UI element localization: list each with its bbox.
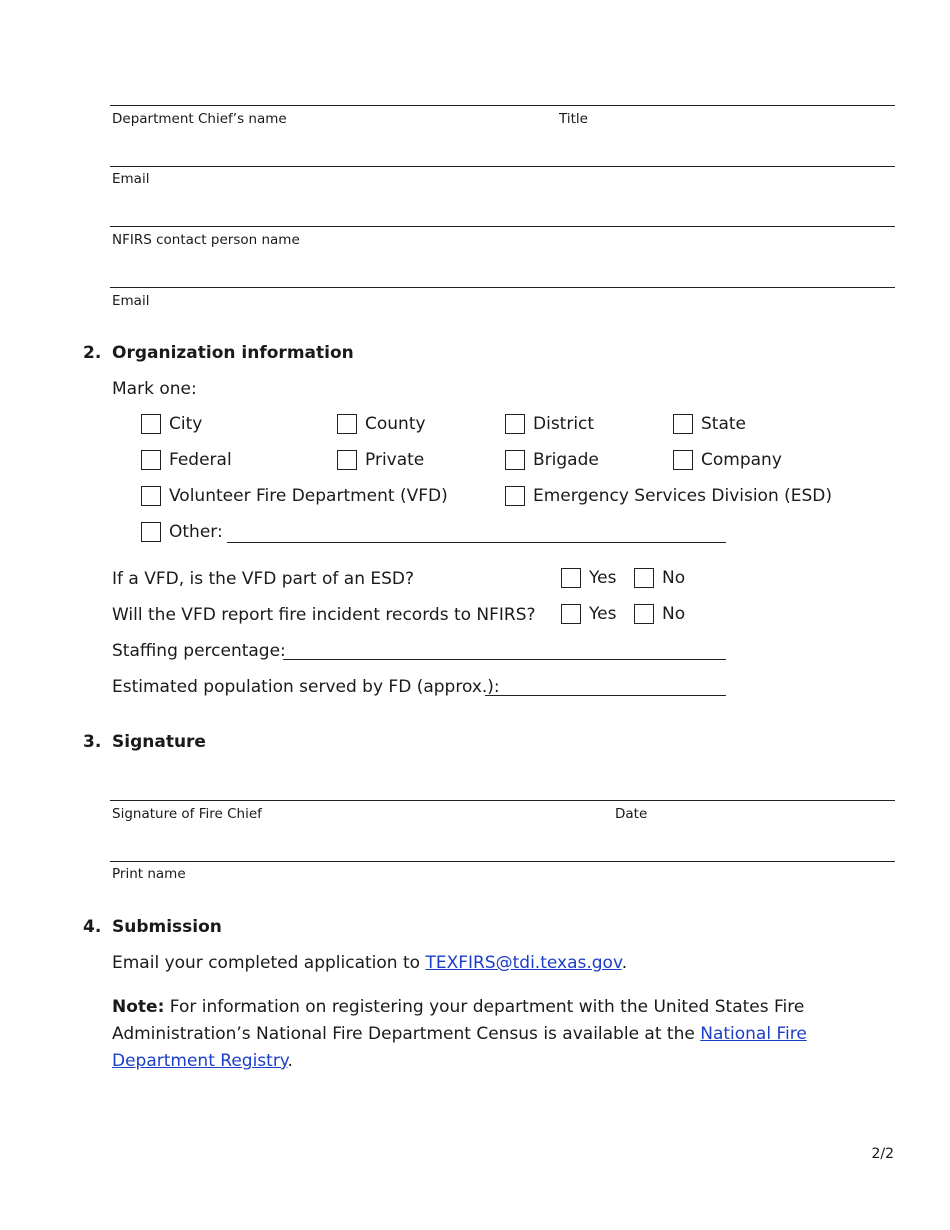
submission-email-prefix: Email your completed application to (112, 953, 426, 973)
option-brigade[interactable] (505, 449, 599, 471)
note-label: Note: (112, 997, 165, 1017)
esd-checkbox[interactable] (505, 486, 525, 506)
option-district[interactable] (505, 413, 594, 435)
vfd-checkbox[interactable] (141, 486, 161, 506)
staffing-label: Staffing percentage: (112, 641, 286, 661)
question-vfd-esd: If a VFD, is the VFD part of an ESD? (112, 569, 415, 589)
signature-label: Signature of Fire Chief (112, 806, 262, 822)
note-text: For information on registering your department with the United States Fire Administration’s National Fire Department Census is available at the (112, 997, 805, 1044)
nfd-registry-link[interactable]: National Fire Department Registry (112, 1024, 807, 1071)
vfd-esd-no-label: No (662, 568, 686, 588)
option-company[interactable] (673, 449, 782, 471)
vfd-nfirs-yes-checkbox[interactable] (561, 604, 581, 624)
nfirs-contact-label: NFIRS contact person name (112, 232, 300, 248)
note-paragraph (112, 994, 902, 1075)
email-label-1: Email (112, 171, 150, 187)
print-name-label: Print name (112, 866, 186, 882)
state-checkbox[interactable] (673, 414, 693, 434)
district-checkbox[interactable] (505, 414, 525, 434)
title-label: Title (559, 111, 588, 127)
county-checkbox[interactable] (337, 414, 357, 434)
brigade-label: Brigade (533, 450, 599, 470)
staffing-input[interactable] (283, 659, 726, 660)
other-label: Other: (169, 522, 223, 542)
date-label: Date (615, 806, 648, 822)
option-county[interactable] (337, 413, 426, 435)
vfd-esd-no-checkbox[interactable] (634, 568, 654, 588)
signature-line (110, 800, 895, 801)
email-line-2 (110, 287, 895, 288)
nfirs-contact-line (110, 226, 895, 227)
option-esd[interactable] (505, 485, 832, 507)
texfirs-email-link[interactable]: TEXFIRS@tdi.texas.gov (425, 953, 622, 973)
population-input[interactable] (485, 695, 726, 696)
vfd-esd-no[interactable] (634, 567, 685, 589)
city-checkbox[interactable] (141, 414, 161, 434)
federal-checkbox[interactable] (141, 450, 161, 470)
chief-name-line (110, 105, 895, 106)
email-line-1 (110, 166, 895, 167)
private-checkbox[interactable] (337, 450, 357, 470)
note-suffix: . (287, 1051, 293, 1071)
city-label: City (169, 414, 203, 434)
vfd-label: Volunteer Fire Department (VFD) (169, 486, 448, 506)
federal-label: Federal (169, 450, 232, 470)
option-city[interactable] (141, 413, 202, 435)
vfd-nfirs-yes-label: Yes (589, 604, 617, 624)
option-other[interactable] (141, 521, 223, 543)
chief-name-label: Department Chief’s name (112, 111, 287, 127)
section-4-heading: Submission (112, 917, 222, 937)
mark-one-label: Mark one: (112, 379, 197, 399)
page-number: 2/2 (871, 1146, 894, 1162)
print-name-line (110, 861, 895, 862)
section-2-heading: Organization information (112, 343, 354, 363)
vfd-esd-yes[interactable] (561, 567, 616, 589)
question-vfd-nfirs: Will the VFD report fire incident records to NFIRS? (112, 605, 536, 625)
section-2-number: 2. (83, 343, 102, 363)
other-input[interactable] (227, 542, 726, 543)
option-federal[interactable] (141, 449, 232, 471)
esd-label: Emergency Services Division (ESD) (533, 486, 833, 506)
section-4-number: 4. (83, 917, 102, 937)
other-checkbox[interactable] (141, 522, 161, 542)
population-label: Estimated population served by FD (approx.): (112, 677, 500, 697)
option-state[interactable] (673, 413, 746, 435)
private-label: Private (365, 450, 425, 470)
section-3-number: 3. (83, 732, 102, 752)
vfd-esd-yes-label: Yes (589, 568, 617, 588)
option-private[interactable] (337, 449, 424, 471)
county-label: County (365, 414, 426, 434)
brigade-checkbox[interactable] (505, 450, 525, 470)
submission-email-line (112, 952, 627, 974)
vfd-nfirs-no[interactable] (634, 603, 685, 625)
submission-email-suffix: . (621, 953, 628, 973)
company-checkbox[interactable] (673, 450, 693, 470)
vfd-esd-yes-checkbox[interactable] (561, 568, 581, 588)
vfd-nfirs-no-label: No (662, 604, 686, 624)
email-label-2: Email (112, 293, 150, 309)
state-label: State (701, 414, 746, 434)
company-label: Company (701, 450, 782, 470)
district-label: District (533, 414, 595, 434)
vfd-nfirs-no-checkbox[interactable] (634, 604, 654, 624)
option-vfd[interactable] (141, 485, 448, 507)
vfd-nfirs-yes[interactable] (561, 603, 616, 625)
section-3-heading: Signature (112, 732, 206, 752)
